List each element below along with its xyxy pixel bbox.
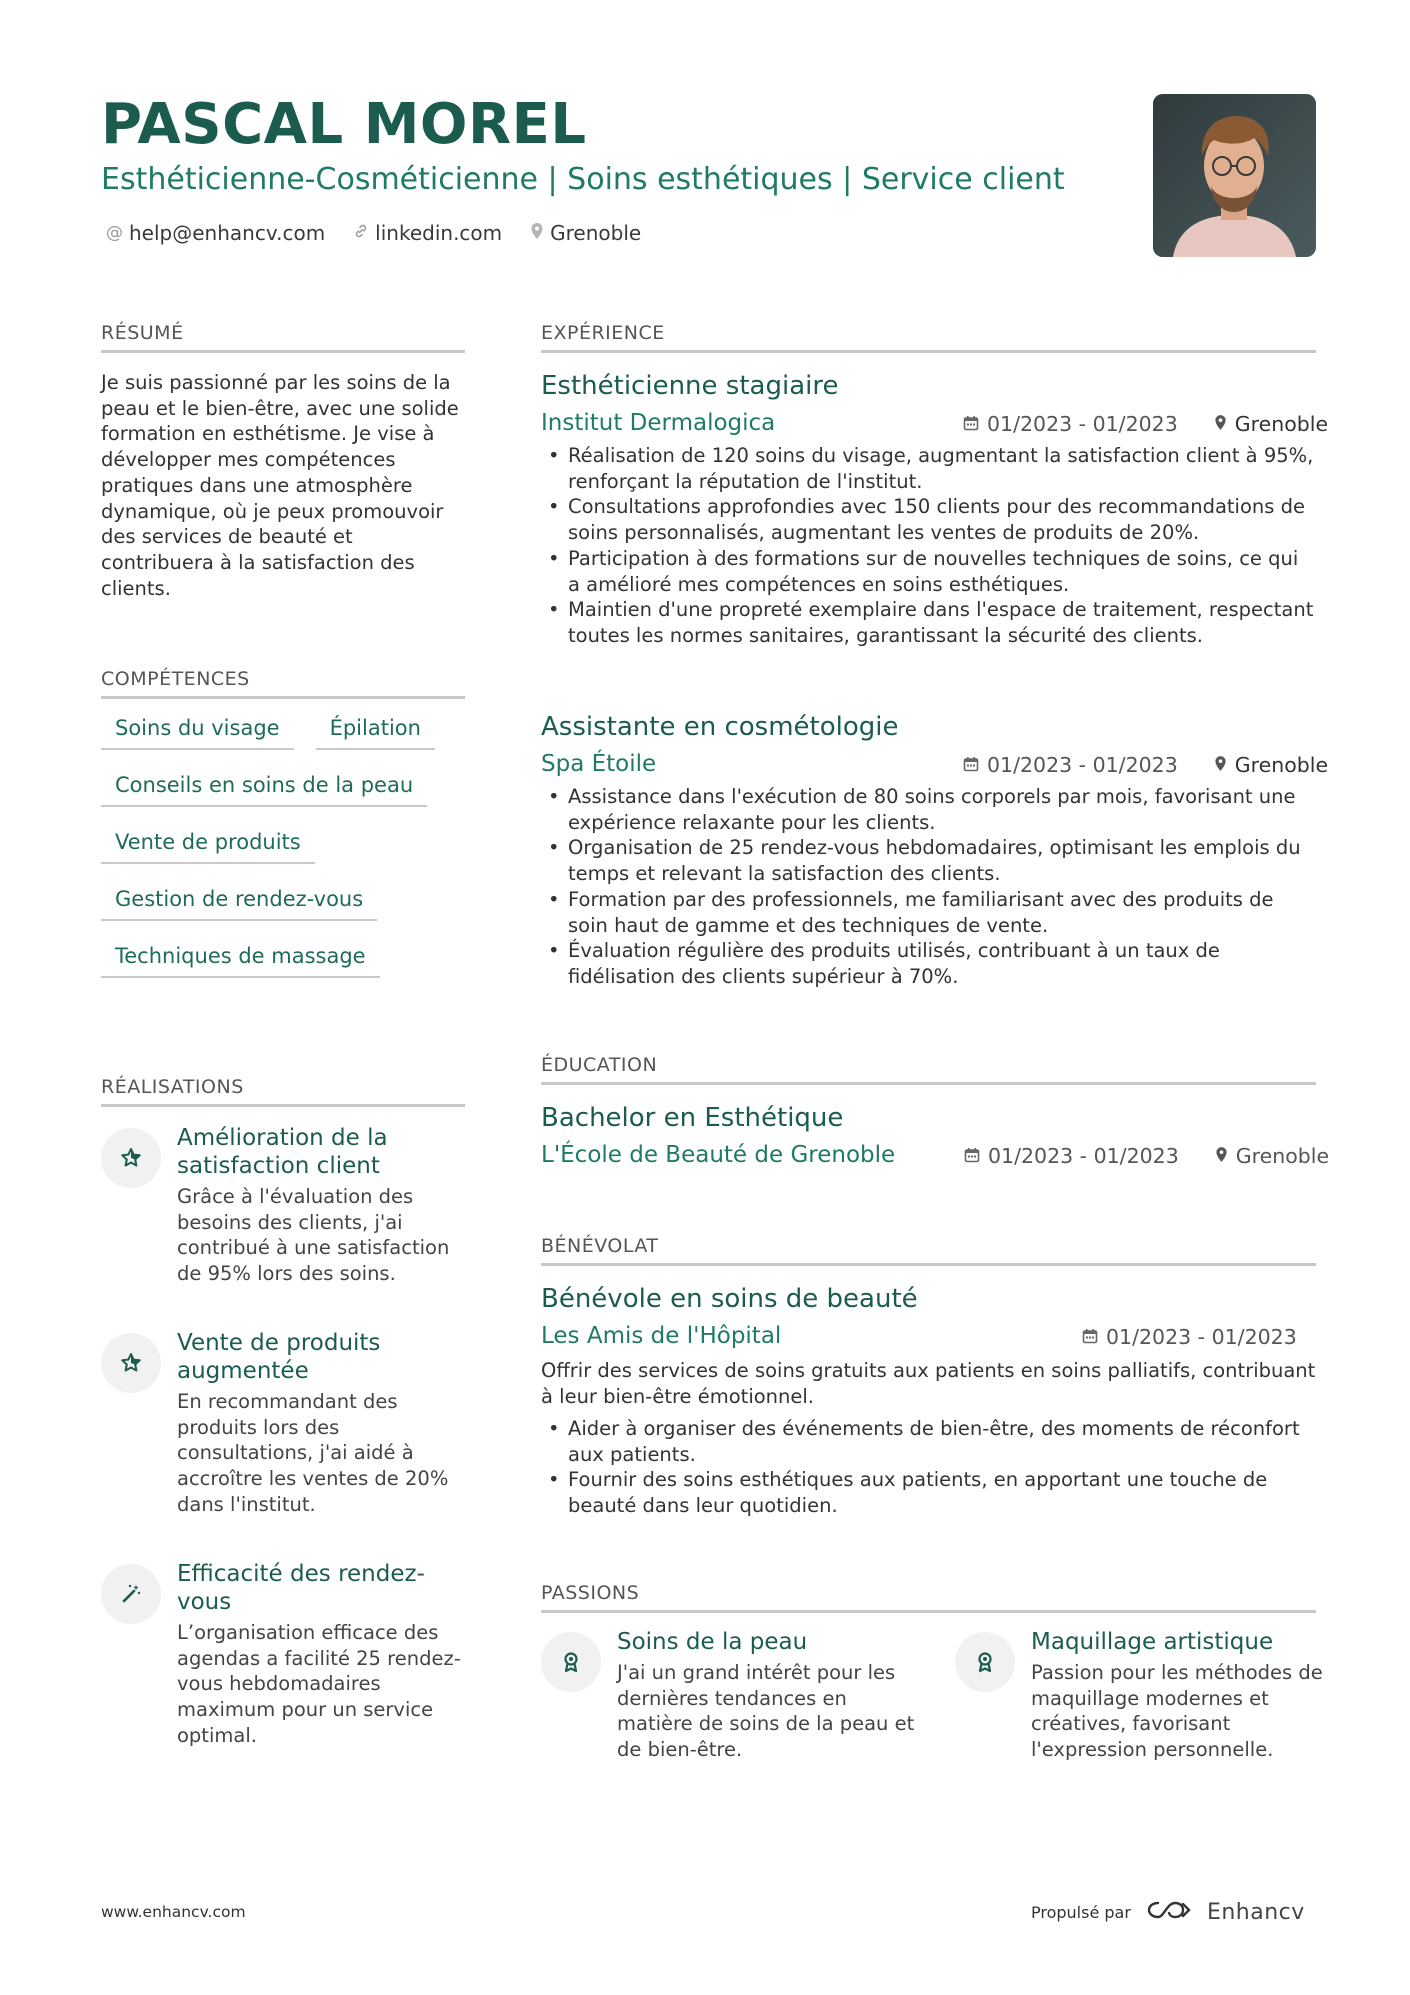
award-icon: [541, 1632, 601, 1692]
passion-desc: J'ai un grand intérêt pour les dernières tendances en matière de soins de la peau et de bien-être.: [617, 1661, 915, 1762]
bullet-item: • Organisation de 25 rendez-vous hebdomadaires, optimisant les emplois du temps et relevant la satisfaction des clients.: [546, 835, 1316, 886]
skill-tag: Conseils en soins de la peau: [101, 769, 427, 807]
enhancv-logo-icon: [1145, 1898, 1193, 1926]
company-name: Spa Étoile: [541, 751, 657, 777]
footer-branding[interactable]: [1031, 1898, 1305, 1926]
star-icon: [101, 1128, 161, 1188]
achievement-title: Efficacité des rendez-vous: [177, 1561, 425, 1615]
degree-title: Bachelor en Esthétique: [541, 1103, 844, 1133]
volunteer-meta: [1082, 1325, 1297, 1349]
bullet-item: • Consultations approfondies avec 150 clients pour des recommandations de soins personnalisés, augmentant les ventes de produits de 20%.: [546, 494, 1316, 545]
achievement-title: Amélioration de la satisfaction client: [177, 1125, 388, 1179]
bullet-item: • Maintien d'une propreté exemplaire dans l'espace de traitement, respectant toutes les normes sanitaires, garantissant la sécurité des clients.: [546, 597, 1316, 648]
calendar-icon: [963, 753, 979, 777]
achievement-desc: En recommandant des produits lors des consultations, j'ai aidé à accroître les ventes de 20% dans l'institut.: [177, 1390, 449, 1516]
section-title-education: ÉDUCATION: [541, 1054, 1316, 1085]
section-title-achievements: RÉALISATIONS: [101, 1076, 465, 1107]
passion-title: Soins de la peau: [617, 1629, 808, 1655]
passion-desc: Passion pour les méthodes de maquillage modernes et créatives, favorisant l'expression personnelle.: [1031, 1661, 1323, 1762]
achievement-item: [101, 1560, 481, 1749]
education-location: Grenoble: [1235, 1144, 1330, 1168]
achievement-desc: Grâce à l'évaluation des besoins des clients, j'ai contribué à une satisfaction de 95% lors des soins.: [177, 1185, 450, 1286]
location-pin-icon: [1214, 753, 1227, 777]
link-icon: [353, 223, 369, 244]
bullet-item: • Évaluation régulière des produits utilisés, contribuant à un taux de fidélisation des clients supérieur à 70%.: [546, 938, 1316, 989]
location-pin-icon: [1215, 1144, 1228, 1168]
section-title-passions: PASSIONS: [541, 1582, 1316, 1613]
contact-bar: [106, 221, 641, 245]
section-title-skills: COMPÉTENCES: [101, 668, 465, 699]
bullet-item: • Formation par des professionnels, me familiarisant avec des produits de soin haut de gamme et des techniques de vente.: [546, 887, 1316, 938]
passion-item: [955, 1628, 1335, 1763]
skill-tag: Vente de produits: [101, 826, 315, 864]
passion-title: Maquillage artistique: [1031, 1629, 1274, 1655]
at-icon: @: [106, 223, 123, 243]
job-dates: 01/2023 - 01/2023: [987, 412, 1178, 436]
job-location: Grenoble: [1234, 753, 1329, 777]
achievement-item: [101, 1329, 481, 1518]
section-title-volunteering: BÉNÉVOLAT: [541, 1235, 1316, 1266]
candidate-name: PASCAL MOREL: [101, 92, 587, 157]
brand-name: Enhancv: [1206, 1899, 1305, 1925]
section-title-resume: RÉSUMÉ: [101, 322, 465, 353]
bullet-item: • Fournir des soins esthétiques aux patients, en apportant une touche de beauté dans leur quotidien.: [546, 1467, 1316, 1518]
powered-by-label: Propulsé par: [1031, 1902, 1131, 1922]
headline: Esthéticienne-Cosméticienne | Soins esthétiques | Service client: [101, 162, 1065, 197]
location-pin-icon: [530, 222, 544, 245]
achievement-item: [101, 1124, 481, 1287]
location-text: Grenoble: [550, 221, 642, 245]
volunteer-title: Bénévole en soins de beauté: [541, 1284, 918, 1314]
bullet-item: • Assistance dans l'exécution de 80 soins corporels par mois, favorisant une expérience relaxante pour les clients.: [546, 784, 1316, 835]
volunteer-dates: 01/2023 - 01/2023: [1106, 1325, 1297, 1349]
school-name: L'École de Beauté de Grenoble: [541, 1142, 896, 1168]
bullet-item: • Réalisation de 120 soins du visage, augmentant la satisfaction client à 95%, renforçant la réputation de l'institut.: [546, 443, 1316, 494]
company-name: Institut Dermalogica: [541, 410, 776, 436]
email-text: help@enhancv.com: [129, 221, 326, 245]
achievement-desc: L’organisation efficace des agendas a facilité 25 rendez-vous hebdomadaires maximum pour un service optimal.: [177, 1621, 461, 1747]
passion-item: [541, 1628, 921, 1763]
magic-wand-icon: [101, 1564, 161, 1624]
summary-text: Je suis passionné par les soins de la peau et le bien-être, avec une solide formation en esthétisme. Je vise à développer mes compétences pratiques dans une atmosphère dynamique, où je peux promouvoir des services de beauté et contribuera à la satisfaction des clients.: [101, 371, 459, 600]
job-meta: [963, 753, 1328, 777]
contact-linkedin[interactable]: [353, 221, 502, 245]
calendar-icon: [1082, 1325, 1098, 1349]
job-title: Assistante en cosmétologie: [541, 712, 899, 742]
footer-website[interactable]: www.enhancv.com: [101, 1903, 246, 1921]
achievement-title: Vente de produits augmentée: [177, 1330, 381, 1384]
profile-photo: [1153, 94, 1316, 257]
calendar-icon: [963, 412, 979, 436]
job-dates: 01/2023 - 01/2023: [987, 753, 1178, 777]
award-icon: [955, 1632, 1015, 1692]
bullet-item: • Participation à des formations sur de nouvelles techniques de soins, ce qui a amélioré mes compétences en soins esthétiques.: [546, 546, 1316, 597]
education-meta: [964, 1144, 1329, 1168]
skills-list: [101, 712, 481, 997]
skill-tag: Épilation: [316, 712, 435, 750]
volunteer-bullets: [546, 1416, 1316, 1519]
job-meta: [963, 412, 1328, 436]
star-icon: [101, 1333, 161, 1393]
job-bullets: [546, 784, 1316, 990]
contact-location: [530, 221, 641, 245]
job-bullets: [546, 443, 1316, 649]
skill-tag: Techniques de massage: [101, 940, 380, 978]
contact-email[interactable]: [106, 221, 325, 245]
volunteer-description: Offrir des services de soins gratuits aux patients en soins palliatifs, contribuant à leur bien-être émotionnel.: [541, 1359, 1316, 1408]
volunteer-org: Les Amis de l'Hôpital: [541, 1323, 782, 1349]
job-location: Grenoble: [1234, 412, 1329, 436]
education-dates: 01/2023 - 01/2023: [988, 1144, 1179, 1168]
linkedin-text: linkedin.com: [375, 221, 503, 245]
section-title-experience: EXPÉRIENCE: [541, 322, 1316, 353]
job-title: Esthéticienne stagiaire: [541, 371, 839, 401]
location-pin-icon: [1214, 412, 1227, 436]
calendar-icon: [964, 1144, 980, 1168]
skill-tag: Gestion de rendez-vous: [101, 883, 377, 921]
bullet-item: • Aider à organiser des événements de bien-être, des moments de réconfort aux patients.: [546, 1416, 1316, 1467]
skill-tag: Soins du visage: [101, 712, 294, 750]
